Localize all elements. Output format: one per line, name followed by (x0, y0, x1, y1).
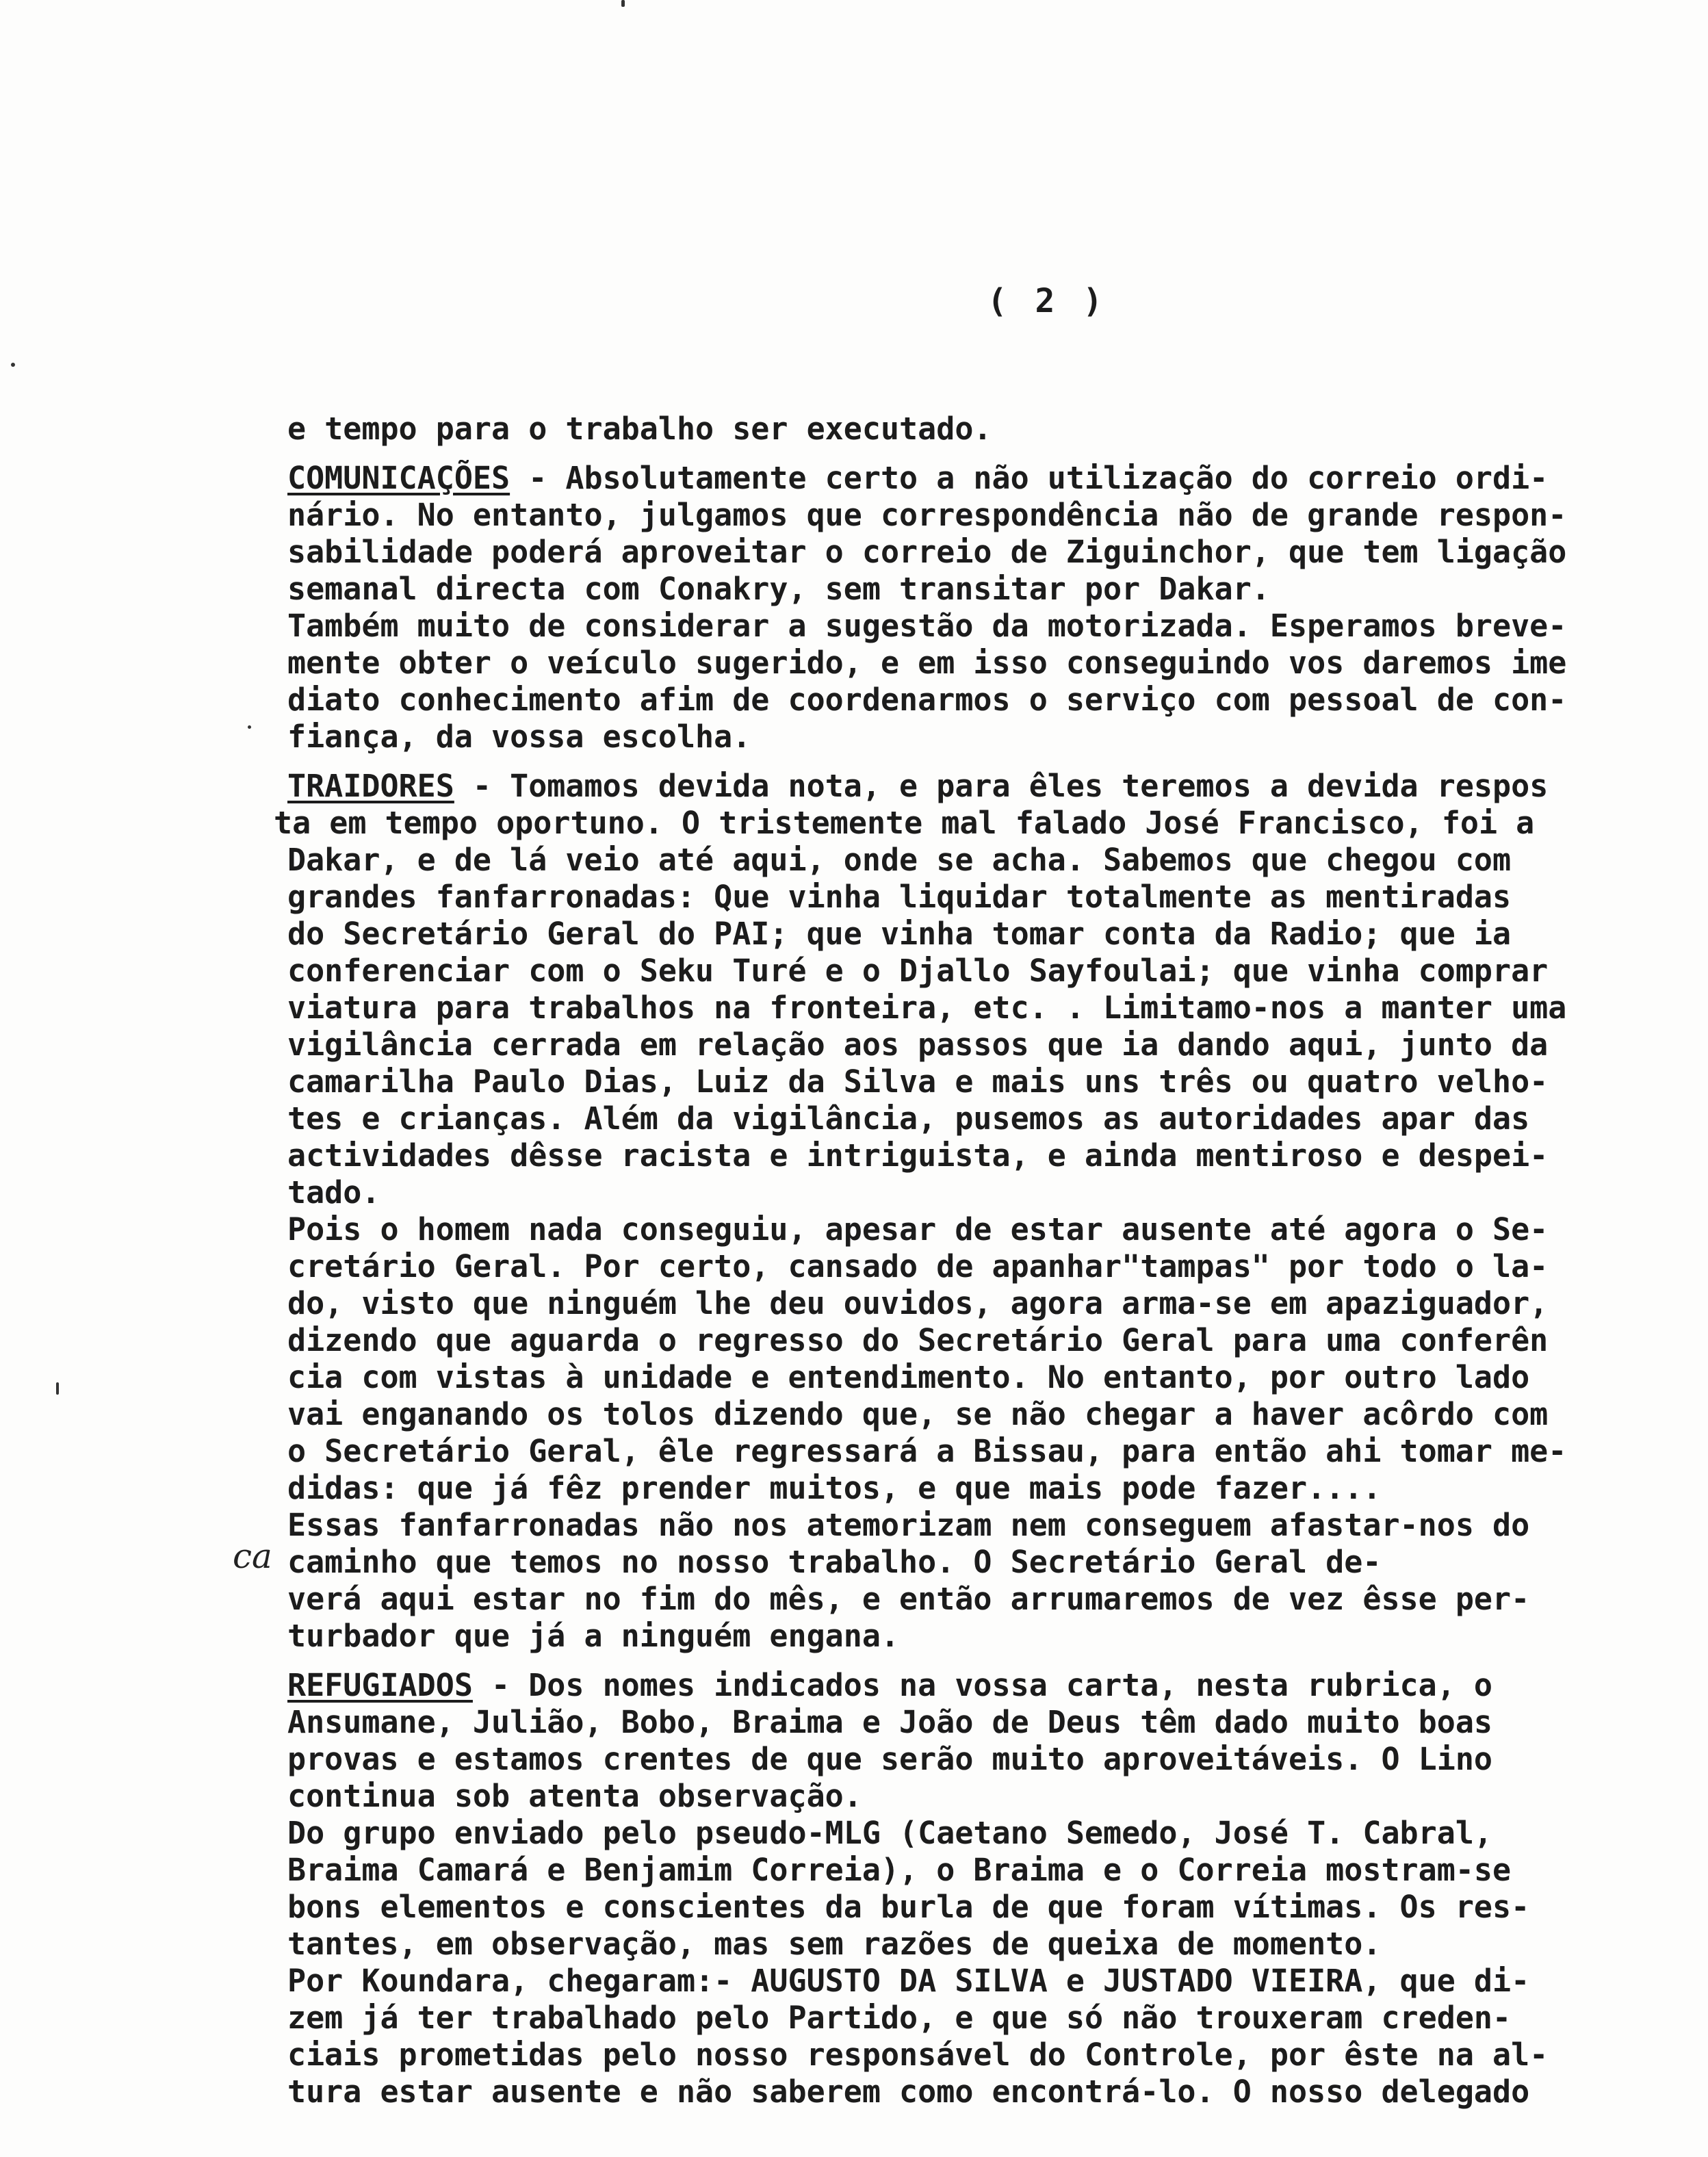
section-comunicacoes (287, 460, 1697, 755)
text-line: do, visto que ninguém lhe deu ouvidos, agora arma-se em apaziguador, (287, 1285, 1549, 1321)
section-heading: COMUNICAÇÕES (287, 460, 510, 496)
text-line: Por Koundara, chegaram:- AUGUSTO DA SILVA e JUSTADO VIEIRA, que di- (287, 1963, 1530, 1999)
text-line: Do grupo enviado pelo pseudo-MLG (Caetano Semedo, José T. Cabral, (287, 1815, 1492, 1851)
section-intro (287, 411, 1697, 448)
text-line: dizendo que aguarda o regresso do Secretário Geral para uma conferên (287, 1322, 1549, 1358)
text-line: camarilha Paulo Dias, Luiz da Silva e mais uns três ou quatro velho- (287, 1063, 1549, 1100)
text-line: COMUNICAÇÕES - Absolutamente certo a não utilização do correio ordi- (287, 460, 1549, 496)
document-body (274, 411, 1697, 2123)
section-refugiados (287, 1667, 1697, 2110)
text-line: actividades dêsse racista e intriguista, e ainda mentiroso e despei- (287, 1137, 1549, 1174)
text-line: mente obter o veículo sugerido, e em isso conseguindo vos daremos ime (287, 645, 1567, 681)
text-line: tura estar ausente e não saberem como encontrá-lo. O nosso delegado (287, 2074, 1530, 2110)
text-line: vai enganando os tolos dizendo que, se não chegar a haver acôrdo com (287, 1396, 1549, 1432)
handwritten-margin-note: ca (233, 1536, 272, 1576)
text-line: Pois o homem nada conseguiu, apesar de estar ausente até agora o Se- (287, 1211, 1549, 1248)
text-line: zem já ter trabalhado pelo Partido, e que só não trouxeram creden- (287, 2000, 1512, 2036)
section-traidores (274, 768, 1697, 1655)
text-line: tado. (287, 1174, 380, 1211)
paper-speck (248, 725, 251, 729)
text-line: Braima Camará e Benjamim Correia), o Braima e o Correia mostram-se (287, 1852, 1512, 1888)
text-line: continua sob atenta observação. (287, 1778, 862, 1814)
paper-speck (621, 0, 625, 7)
text-line: TRAIDORES - Tomamos devida nota, e para êles teremos a devida respos (287, 768, 1549, 804)
text-line: grandes fanfarronadas: Que vinha liquidar totalmente as mentiradas (287, 879, 1512, 915)
text-line: semanal directa com Conakry, sem transitar por Dakar. (287, 571, 1270, 607)
text-line: ciais prometidas pelo nosso responsável do Controle, por êste na al- (287, 2037, 1549, 2073)
text-line: conferenciar com o Seku Turé e o Djallo Sayfoulai; que vinha comprar (287, 953, 1549, 989)
text-line: REFUGIADOS - Dos nomes indicados na vossa carta, nesta rubrica, o (287, 1667, 1493, 1703)
text-line: didas: que já fêz prender muitos, e que mais pode fazer.... (287, 1470, 1382, 1506)
text-line: vigilância cerrada em relação aos passos que ia dando aqui, junto da (287, 1026, 1549, 1063)
text-line: o Secretário Geral, êle regressará a Bissau, para então ahi tomar me- (287, 1433, 1567, 1469)
paper-speck (11, 363, 15, 367)
text-line: caminho que temos no nosso trabalho. O Secretário Geral de- (287, 1544, 1382, 1580)
text-line: sabilidade poderá aproveitar o correio de Ziguinchor, que tem ligação (287, 534, 1567, 570)
section-heading: TRAIDORES (287, 768, 454, 804)
text-line: fiança, da vossa escolha. (287, 719, 751, 755)
text-line: turbador que já a ninguém engana. (287, 1618, 900, 1654)
paper-speck (56, 1382, 59, 1395)
text-line: e tempo para o trabalho ser executado. (287, 411, 992, 447)
page-number: ( 2 ) (987, 282, 1107, 320)
text-line: cretário Geral. Por certo, cansado de apanhar"tampas" por todo o la- (287, 1248, 1549, 1284)
text-line: cia com vistas à unidade e entendimento. No entanto, por outro lado (287, 1359, 1530, 1395)
section-heading: REFUGIADOS (287, 1667, 473, 1703)
text-line: nário. No entanto, julgamos que correspondência não de grande respon- (287, 497, 1567, 533)
text-line: do Secretário Geral do PAI; que vinha tomar conta da Radio; que ia (287, 916, 1512, 952)
text-line: Dakar, e de lá veio até aqui, onde se acha. Sabemos que chegou com (287, 842, 1512, 878)
text-line: Também muito de considerar a sugestão da motorizada. Esperamos breve- (287, 608, 1567, 644)
text-line: tes e crianças. Além da vigilância, pusemos as autoridades apar das (287, 1100, 1530, 1137)
text-line: Ansumane, Julião, Bobo, Braima e João de Deus têm dado muito boas (287, 1704, 1492, 1740)
text-line: Essas fanfarronadas não nos atemorizam nem conseguem afastar-nos do (287, 1507, 1530, 1543)
text-line: viatura para trabalhos na fronteira, etc. . Limitamo-nos a manter uma (287, 990, 1567, 1026)
text-line: bons elementos e conscientes da burla de que foram vítimas. Os res- (287, 1889, 1530, 1925)
text-line: ta em tempo oportuno. O tristemente mal falado José Francisco, foi a (274, 805, 1535, 841)
text-line: provas e estamos crentes de que serão muito aproveitáveis. O Lino (287, 1741, 1492, 1777)
text-line: tantes, em observação, mas sem razões de queixa de momento. (287, 1926, 1382, 1962)
text-line: verá aqui estar no fim do mês, e então arrumaremos de vez êsse per- (287, 1581, 1530, 1617)
text-line: diato conhecimento afim de coordenarmos o serviço com pessoal de con- (287, 682, 1567, 718)
